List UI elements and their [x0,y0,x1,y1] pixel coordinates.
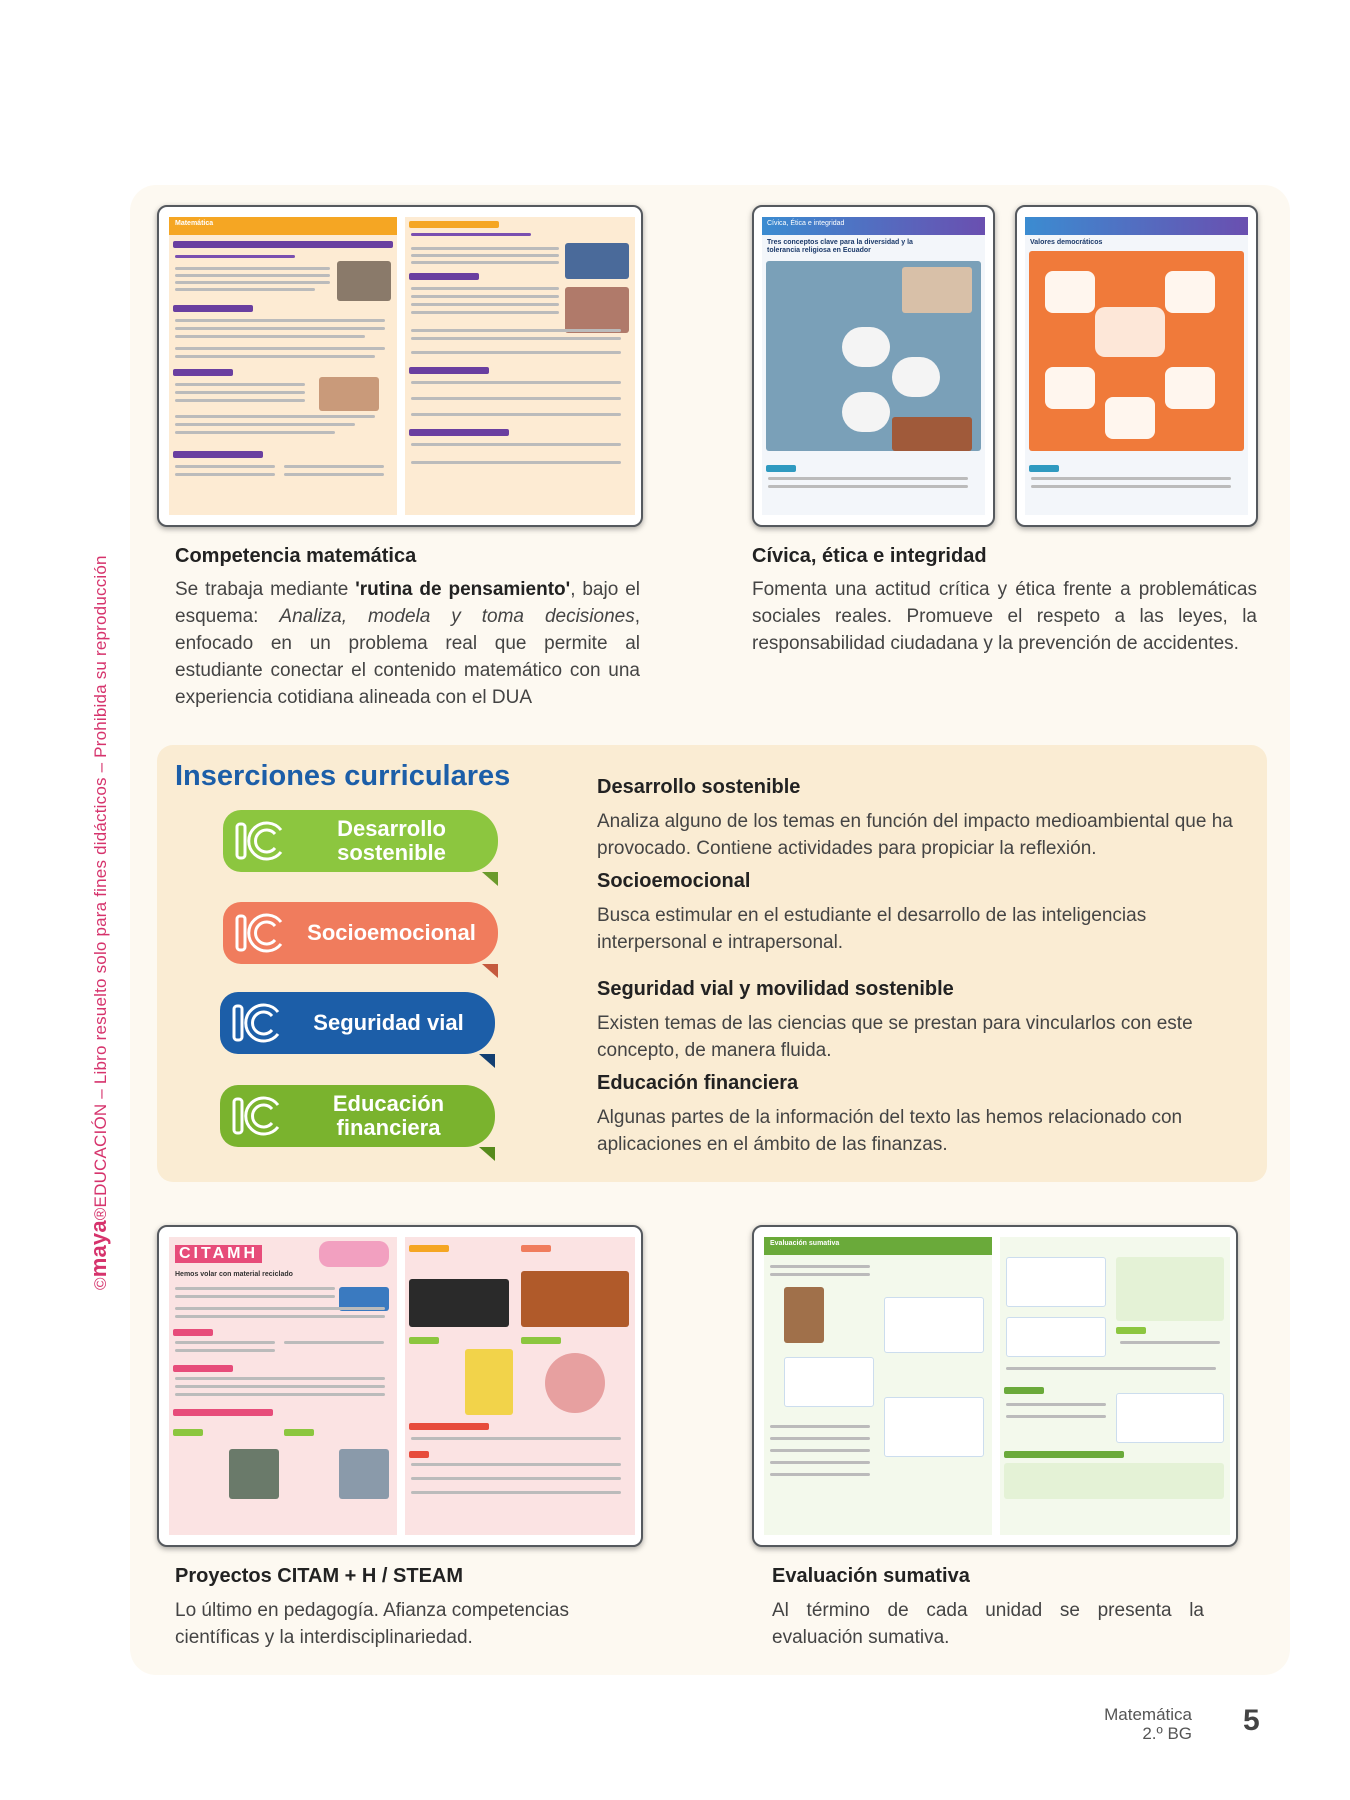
civica-title-1: Tres conceptos clave para la diversidad y la tolerancia religiosa en Ecuador [767,239,913,254]
citam-spread-thumbnail [157,1225,643,1547]
badge-label: Seguridad vial [313,1010,464,1035]
math-header-label: Matemática [175,220,214,227]
citam-title: Hemos volar con material reciclado [175,1271,293,1278]
competencia-text-bold: 'rutina de pensamiento' [355,579,571,600]
ic-logo-icon [228,1000,286,1046]
badge-educacion-financiera [220,1085,495,1147]
inserciones-title: Inserciones curriculares [175,760,511,792]
civica-title-2: Valores democráticos [1030,239,1103,246]
badge-label: Socioemocional [307,920,476,945]
footer-subject [1104,1705,1192,1743]
civica-header-label: Cívica, Ética e integridad [767,220,845,227]
civica-text: Fomenta una actitud crítica y ética frente a problemáticas sociales reales. Promueve el respeto a las leyes, la responsabilidad ciudadana y la prevención de accidentes. [752,579,1257,654]
ic-logo-icon [231,818,289,864]
badge-label: Educación financiera [332,1091,445,1140]
item-desarrollo-title: Desarrollo sostenible [597,776,801,798]
citam-logo: CITAMH [175,1245,262,1263]
competencia-text-part-3: , enfocado en un problema real que permite al estudiante conectar el contenido matemático con una experiencia cotidiana alineada con el DUA [175,606,640,708]
evaluacion-spread-thumbnail [752,1225,1238,1547]
brand-name: maya [86,1220,111,1278]
badge-label: Desarrollo sostenible [337,816,446,865]
item-socioemocional-text: Busca estimular en el estudiante el desarrollo de las inteligencias interpersonal e intrapersonal. [597,905,1147,953]
copyright-symbol: © [91,1277,110,1290]
item-desarrollo-text: Analiza alguno de los temas en función del impacto medioambiental que ha provocado. Contiene actividades para propiciar la reflexión. [597,811,1233,859]
competencia-text-part-2: , bajo el esquema: [175,579,640,627]
civica-page-thumbnail-1 [752,205,995,527]
item-seguridad-title: Seguridad vial y movilidad sostenible [597,978,954,1000]
evaluacion-header-label: Evaluación sumativa [770,1240,840,1247]
evaluacion-caption-title: Evaluación sumativa [772,1565,970,1587]
item-seguridad-text: Existen temas de las ciencias que se prestan para vincularlos con este concepto, de manera fluida. [597,1013,1193,1061]
civica-page-thumbnail-2 [1015,205,1258,527]
footer-grade: 2.º BG [1142,1724,1192,1743]
competencia-text-part-1: Se trabaja mediante [175,579,356,600]
math-spread-thumbnail [157,205,643,527]
ic-logo-icon [231,910,289,956]
evaluacion-caption-text: Al término de cada unidad se presenta la evaluación sumativa. [772,1600,1204,1648]
item-financiera-title: Educación financiera [597,1072,799,1094]
badge-desarrollo-sostenible [223,810,498,872]
item-socioemocional-title: Socioemocional [597,870,751,892]
citam-caption-text: Lo último en pedagogía. Afianza competencias científicas y la interdisciplinariedad. [175,1600,569,1648]
ic-logo-icon [228,1093,286,1139]
civica-title: Cívica, ética e integridad [752,545,987,567]
badge-socioemocional [223,902,498,964]
competencia-text-italic: Analiza, modela y toma decisiones [279,606,635,627]
footer-subject-name: Matemática [1104,1705,1192,1724]
copyright-sidebar [86,470,112,1290]
item-financiera-text: Algunas partes de la información del texto las hemos relacionado con aplicaciones en el ámbito de las finanzas. [597,1107,1183,1155]
badge-seguridad-vial [220,992,495,1054]
competencia-title: Competencia matemática [175,545,417,567]
copyright-text: EDUCACIÓN – Libro resuelto solo para fines didácticos – Prohibida su reproducción [91,555,110,1208]
page-number: 5 [1243,1704,1260,1737]
registered-symbol: ® [91,1207,110,1221]
citam-caption-title: Proyectos CITAM + H / STEAM [175,1565,464,1587]
competencia-text [175,576,640,711]
